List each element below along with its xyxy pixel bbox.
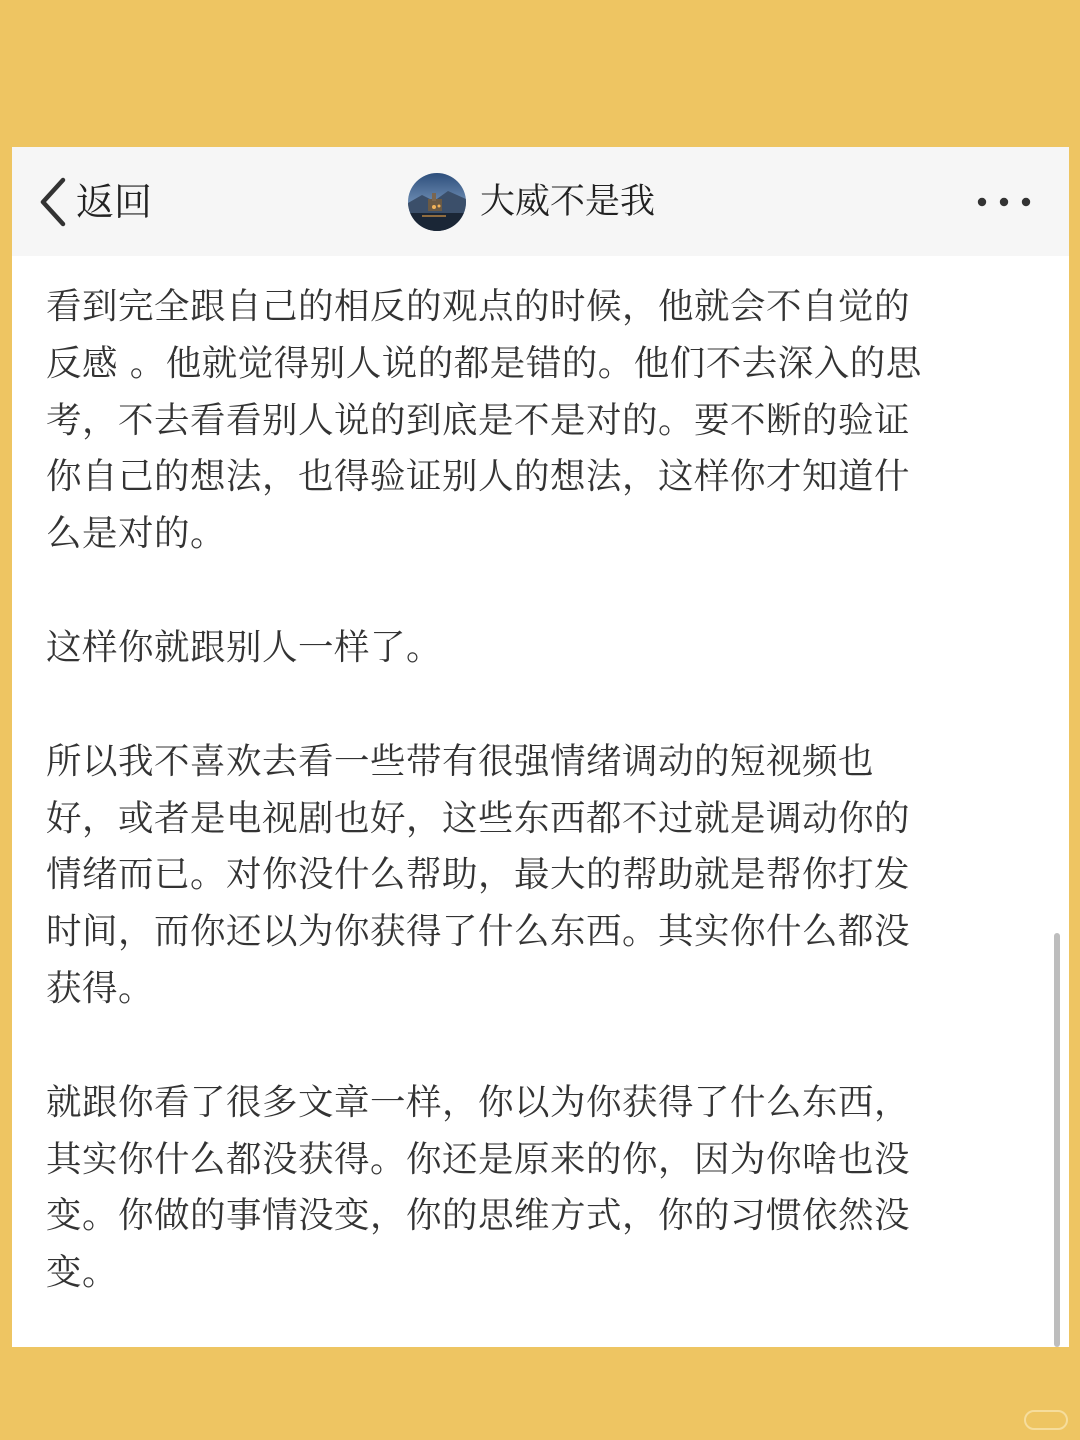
post-paragraph: 所以我不喜欢去看一些带有很强情绪调动的短视频也 好，或者是电视剧也好，这些东西都不过就是调动你的 情绪而已。对你没什么帮助，最大的帮助就是帮你打发 时间，而你还以为你获得了什么东西。其实你什么都没 获得。 [46,740,911,1009]
more-button[interactable] [974,187,1038,217]
author-name[interactable]: 大威不是我 [480,182,656,222]
avatar[interactable] [408,173,466,231]
scrollbar[interactable] [1054,933,1060,1347]
post-content [46,279,1036,1347]
back-label: 返回 [76,180,153,224]
watermark-badge [1024,1410,1068,1430]
post-paragraph: 看到完全跟自己的相反的观点的时候，他就会不自觉的 反感 。他就觉得别人说的都是错的。他们不去深入的思 考，不去看看别人说的到底是不是对的。要不断的验证 你自己的想法，也得验证别人的想法，这样你才知道什 么是对的。 [46,286,922,555]
post-paragraph: 就跟你看了很多文章一样，你以为你获得了什么东西， 其实你什么都没获得。你还是原来的你，因为你啥也没 变。你做的事情没变，你的思维方式，你的习惯依然没 变。 [46,1081,911,1294]
note-card [12,147,1069,1347]
back-button[interactable] [38,175,152,229]
author-info[interactable] [408,172,655,232]
more-horizontal-icon [974,187,1038,217]
top-nav-bar [12,147,1069,256]
chevron-left-icon [38,176,70,228]
post-paragraph: 这样你就跟别人一样了。 [46,626,443,668]
